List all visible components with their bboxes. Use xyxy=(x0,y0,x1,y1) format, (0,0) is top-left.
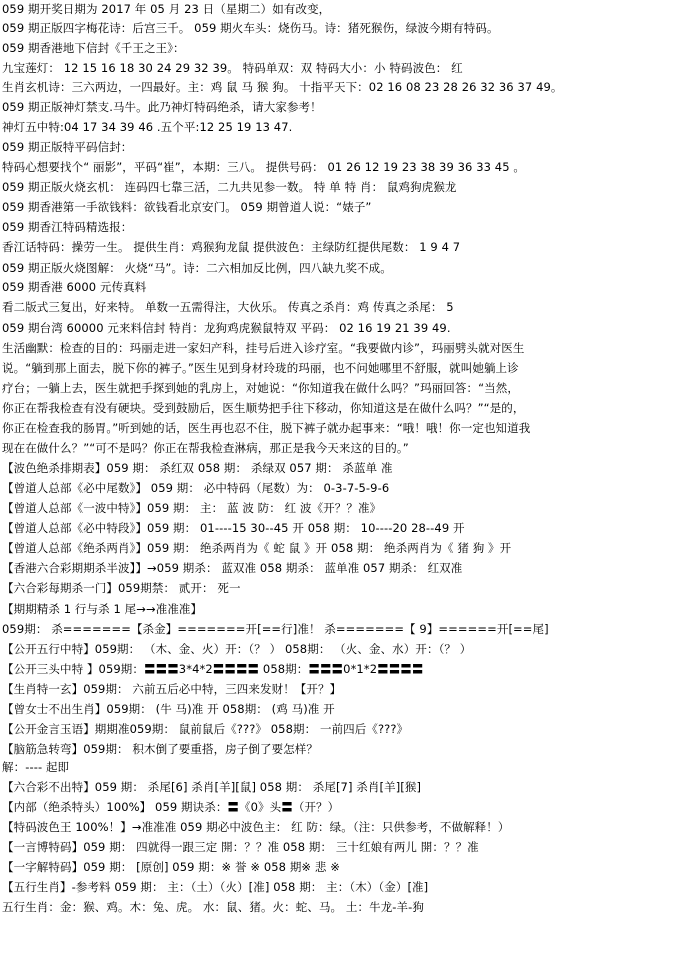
line-five-zodiac: 【五行生肖】-参考料 059 期： 主：（土）（火）[准] 058 期： 主：（木）（金）[准] xyxy=(2,880,429,894)
line-humor-5: 你正在检查我的肠胃。”听到她的话，医生再也忍不住，脱下裤子就办起事来：“哦！哦！你一定也知道我 xyxy=(2,421,531,435)
line-fire-diagram: 059 期正版火烧图解： 火烧“马”。诗：二六相加反比例，四八缺九奖不成。 xyxy=(2,261,392,275)
line-one-char: 【一字解特码】059 期： [原创] 059 期：※ 誉 ※ 058 期※ 悲 ※ xyxy=(2,860,341,874)
line-hk-envelope: 059 期香港地下信封《千王之王》： xyxy=(2,41,185,55)
line-special-envelope: 059 期正版特平码信封： xyxy=(2,140,133,154)
line-hk-fax: 059 期香港 6000 元传真料 xyxy=(2,280,147,294)
line-brain-teaser: 【脑筋急转弯】059期： 积木倒了要重搭，房子倒了要怎样？ xyxy=(2,742,319,756)
line-zodiac-mystery: 【生肖特一玄】059期： 六前五后必中特，三四来发财！【开？】 xyxy=(2,682,342,696)
line-fire-mystery: 059 期正版火烧玄机： 连码四七靠三活，二九共见参一数。 特 单 特 肖： 鼠鸡狗虎猴龙 xyxy=(2,180,457,194)
line-three-heads: 【公开三头中特 】059期：〓〓〓3*4*2〓〓〓〓 058期：〓〓〓0*1*2〓〓〓〓 xyxy=(2,662,424,676)
line-wave-kill-table: 【波色绝杀排期表】059 期： 杀红双 058 期： 杀绿双 057 期： 杀蓝单 准 xyxy=(2,461,393,475)
line-fax-content: 看二版式三复出，好来特。 单数一五需得注，大伙乐。 传真之杀肖：鸡 传真之杀尾： 5 xyxy=(2,300,454,314)
line-special-wish: 特码心想要找个“ 丽影”，平码“崔”，本期：三八。 提供号码： 01 26 12 19 23 38 39 36 33 45 。 xyxy=(2,160,525,174)
line-zodiac-poem: 生肖玄机诗：三六两边，一四最好。主：鸡 鼠 马 猴 狗。 十指平天下：02 16 08 23 28 26 32 36 37 49。 xyxy=(2,80,563,94)
line-humor-2: 说。“躺到那上面去，脱下你的裤子。”医生见到身材玲珑的玛丽，也不问她哪里不舒服，就叫她躺上诊 xyxy=(2,361,519,375)
line-humor-6: 现在在做什么？”“可不是吗？你正在帮我检查淋病，那正是我今天来这的目的。” xyxy=(2,441,409,455)
line-plum-poem: 059 期正版四字梅花诗：后宫三千。 059 期火车头：烧伤马。诗：猪死猴伤，绿波今期有特码。 xyxy=(2,21,499,35)
line-kill-two-zodiac: 【曾道人总部《绝杀两肖》】059 期： 绝杀两肖为《 蛇 鼠 》开 058 期： 绝杀两肖为《 猪 狗 》开 xyxy=(2,541,512,555)
line-golden-words: 【公开金言玉语】期期准059期： 鼠前鼠后《???》 058期： 一前四后《???》 xyxy=(2,722,409,736)
line-tail-numbers: 【曾道人总部《必中尾数》】 059 期： 必中特码（尾数）为： 0-3-7-5-9-6 xyxy=(2,481,390,495)
line-one-word-bet: 【一言博特码】059 期： 四就得一跟三定 開：？？准 058 期： 三十红娘有两儿 開：？？准 xyxy=(2,840,479,854)
line-lamp-kill: 059 期正版神灯禁支.马牛。此乃神灯特码绝杀，请大家参考！ xyxy=(2,100,322,114)
line-kill-one-gate: 【六合彩每期杀一门】059期禁： 贰开： 死一 xyxy=(2,581,241,595)
line-humor-3: 疗台；一躺上去，医生就把手探到她的乳房上，对她说：“你知道我在做什么吗？”玛丽回答：“当然， xyxy=(2,381,519,395)
line-internal-kill: 【内部（绝杀特头）100%】 059 期诀杀：〓《0》头〓（开？） xyxy=(2,800,340,814)
line-miss-zeng: 【曾女士不出生肖】059期： (牛 马)准 开 058期： (鸡 马)准 开 xyxy=(2,702,335,716)
line-wave-king: 【特码波色王 100%！】→准准准 059 期必中波色主： 红 防：绿。（注：只供参考，不做解释！） xyxy=(2,820,510,834)
line-humor-1: 生活幽默：检查的目的：玛丽走进一家妇产科，挂号后进入诊疗室。“我要做内诊”，玛丽劈头就对医生 xyxy=(2,341,525,355)
line-five-elements: 【公开五行中特】059期： （木、金、火）开：（？ ） 058期： （火、金、水）开：（？ ） xyxy=(2,642,472,656)
line-lamp-five: 神灯五中特:04 17 34 39 46 .五个平:12 25 19 13 47. xyxy=(2,120,293,134)
line-one-wave: 【曾道人总部《一波中特》】059 期： 主： 蓝 波 防： 红 波《开？？准》 xyxy=(2,501,382,515)
line-hk-river-words: 香江话特码：操劳一生。 提供生肖：鸡猴狗龙鼠 提供波色：主绿防红提供尾数： 1 9 4 7 xyxy=(2,240,461,254)
line-hk-first-hand: 059 期香港第一手欲钱料：欲钱看北京安门。 059 期曾道人说：“婊子” xyxy=(2,200,372,214)
line-kill-metal: 059期： 杀=======【杀金】=======开[==行]准！ 杀=======【 9】======开[==尾] xyxy=(2,622,549,636)
line-no-special: 【六合彩不出特】059 期： 杀尾[6] 杀肖[羊][鼠] 058 期： 杀尾[7] 杀肖[羊][猴] xyxy=(2,780,422,794)
line-taiwan-envelope: 059 期台湾 60000 元来料信封 特肖：龙狗鸡虎猴鼠特双 平码： 02 16 19 21 39 49. xyxy=(2,321,451,335)
line-kill-row-tail: 【期期精杀 1 行与杀 1 尾→→准准准】 xyxy=(2,602,203,616)
line-hk-river-report: 059 期香江特码精选报： xyxy=(2,220,133,234)
line-five-zodiac-map: 五行生肖：金：猴、鸡。木：兔、虎。 水：鼠、猪。火：蛇、马。 土：牛龙-羊-狗 xyxy=(2,900,425,914)
line-half-wave-kill: 【香港六合彩期期杀半波】】→059 期杀： 蓝双准 058 期杀： 蓝单准 057 期杀： 红双准 xyxy=(2,561,463,575)
line-draw-date: 059 期开奖日期为 2017 年 05 月 23 日（星期二）如有改变， xyxy=(2,2,331,16)
line-nine-lamps: 九宝莲灯： 12 15 16 18 30 24 29 32 39。 特码单双：双 特码大小：小 特码波色： 红 xyxy=(2,61,463,75)
line-special-range: 【曾道人总部《必中特段》】059 期： 01----15 30--45 开 058 期： 10----20 28--49 开 xyxy=(2,521,465,535)
line-humor-4: 你正在帮我检查有没有硬块。受到鼓励后，医生顺势把手往下移动，你知道这是在做什么吗？”“是的， xyxy=(2,401,525,415)
line-teaser-answer: 解：---- 起即 xyxy=(2,760,70,774)
